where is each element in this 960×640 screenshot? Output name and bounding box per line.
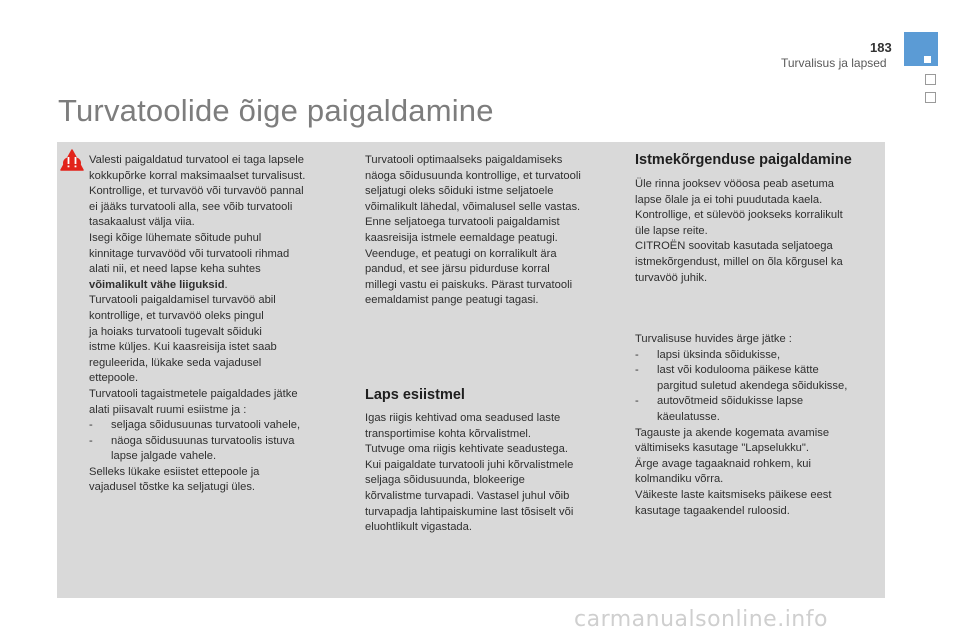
text-line: Väikeste laste kaitsmiseks päikese eest: [635, 488, 832, 501]
list-item-text: seljaga sõidusuunas turvatooli vahele,: [111, 419, 301, 432]
text-line: alati nii, et need lapse keha suhtes: [89, 263, 261, 276]
text-line: Turvatooli optimaalseks paigaldamiseks: [365, 154, 563, 166]
text-line: kolmandiku võrra.: [635, 473, 724, 486]
text-line: turvavöö juhik.: [635, 271, 708, 284]
list-item-text: näoga sõidusuunas turvatoolis istuva: [111, 434, 295, 447]
text-line: kinnitage turvavööd või turvatooli rihmad: [89, 247, 290, 260]
dash-mark: -: [89, 434, 93, 447]
laps-text: [365, 411, 615, 536]
text-line: Enne seljatoega turvatooli paigaldamist: [365, 216, 560, 229]
text-line: Kontrollige, et sülevöö jookseks korralikult: [635, 209, 843, 222]
text-line: seljatugi oleks sõiduki istme seljatoele: [365, 185, 554, 198]
text-line: Selleks lükake esiistet ettepoole ja: [89, 465, 260, 478]
headrest-text: [365, 153, 615, 309]
text-line: seljaga sõidusuunda, blokeerige: [365, 474, 525, 487]
list-item-text: autovõtmeid sõidukisse lapse: [657, 395, 804, 408]
text-line: Turvatooli paigaldamisel turvavöö abil: [89, 294, 276, 307]
dash-mark: -: [89, 419, 93, 432]
text-line: Turvalisuse huvides ärge jätke :: [635, 333, 792, 345]
text-line: Igas riigis kehtivad oma seadused laste: [365, 412, 561, 424]
list-item-continuation: pargitud suletud akendega sõidukisse,: [657, 379, 848, 392]
list-item: [635, 348, 885, 364]
text-line: Turvatooli tagaistmetele paigaldades jätke: [89, 387, 298, 400]
page-title: Turvatoolide õige paigaldamine: [58, 93, 494, 128]
list-item: [635, 394, 885, 410]
text-line: pandud, et see järsu pidurduse korral: [365, 263, 550, 276]
section-name: Turvalisus ja lapsed: [781, 56, 887, 70]
bold-suffix: .: [224, 278, 228, 291]
text-line: üle lapse reite.: [635, 224, 708, 237]
nav-square-icon[interactable]: [925, 92, 936, 103]
text-line: eemaldamist pange peatugi tagasi.: [365, 294, 539, 307]
safety-text: [635, 332, 885, 519]
text-line: Valesti paigaldatud turvatool ei taga lapsele: [89, 154, 304, 166]
text-line: Tutvuge oma riigis kehtivate seadustega.: [365, 443, 568, 456]
dash-mark: -: [635, 395, 639, 408]
text-line: näoga sõidusuunda kontrollige, et turvatooli: [365, 169, 581, 182]
text-line: kontrollige, et turvavöö oleks pingul: [89, 309, 264, 322]
text-line: alati piisavalt ruumi esiistme ja :: [89, 403, 247, 416]
booster-text: [635, 177, 885, 286]
text-line: kasutage tagaakendel ruloosid.: [635, 504, 790, 517]
text-line: lapse õlale ja ei tohi puudutada kaela.: [635, 193, 823, 206]
text-line: turvapadja lahtipaiskumine last tõsiselt või: [365, 505, 574, 518]
list-item-continuation: lapse jalgade vahele.: [111, 450, 217, 463]
list-item-text: last või koduloomа päikese kätte: [657, 364, 819, 377]
section-heading-laps: Laps esiistmel: [365, 387, 465, 403]
text-line: Üle rinna jooksev vööosa peab asetuma: [635, 178, 835, 190]
text-line: Veenduge, et peatugi on korralikult ära: [365, 247, 557, 260]
bold-line: [89, 278, 351, 294]
text-line: Tagauste ja akende kogemata avamise: [635, 426, 830, 439]
chapter-tab-dot: [924, 56, 931, 63]
list-item-text: lapsi üksinda sõidukisse,: [657, 348, 781, 361]
text-line: ei jääks turvatooli alla, see võib turvatooli: [89, 200, 293, 213]
text-line: istme küljes. Kui kaasreisija istet saab: [89, 341, 277, 354]
warning-text: [89, 153, 351, 496]
text-line: ettepoole.: [89, 372, 139, 385]
text-line: ja hoiaks turvatooli tugevalt sõiduki: [89, 325, 262, 338]
text-line: kokkupõrke korral maksimaalset turvalisust.: [89, 169, 306, 182]
text-line: transportimise kohta kõrvalistmel.: [365, 427, 532, 440]
text-line: millegi vastu ei paiskuks. Pärast turvatooli: [365, 278, 573, 291]
text-line: Kui paigaldate turvatooli juhi kõrvalistmele: [365, 458, 574, 471]
page-number: 183: [870, 40, 892, 55]
dash-mark: -: [635, 364, 639, 377]
section-heading-booster: Istmekõrgenduse paigaldamine: [635, 152, 852, 168]
text-line: Isegi kõige lühemate sõitude puhul: [89, 231, 262, 244]
text-line: tasakaalust välja viia.: [89, 216, 195, 229]
chapter-tab[interactable]: [904, 32, 938, 66]
text-line: vältimiseks kasutage "Lapselukku".: [635, 442, 809, 455]
text-line: CITROËN soovitab kasutada seljatoega: [635, 240, 833, 253]
bold-phrase: võimalikult vähe liiguksid: [89, 278, 225, 291]
text-line: eluohtlikult vigastada.: [365, 521, 472, 534]
text-line: Ärge avage tagaaknaid rohkem, kui: [635, 457, 812, 470]
list-item-continuation: käeulatusse.: [657, 410, 720, 423]
text-line: vajadusel tõstke ka seljatugi üles.: [89, 481, 256, 494]
text-line: kaasreisija istmele eemaldage peatugi.: [365, 231, 558, 244]
text-line: reguleerida, lükake seda vajadusel: [89, 356, 262, 369]
list-item: [89, 418, 351, 434]
list-item: [89, 434, 351, 450]
text-line: võimalikult lähedal, võimalusel selle vastas.: [365, 200, 581, 213]
watermark: carmanualsonline.info: [574, 607, 828, 632]
dash-mark: -: [635, 348, 639, 361]
warning-exclamation-icon: [60, 149, 84, 171]
text-line: Kontrollige, et turvavöö või turvavöö pannal: [89, 185, 304, 198]
list-item: [635, 363, 885, 379]
text-line: kõrvalistme turvapadi. Vastasel juhul võib: [365, 489, 570, 502]
nav-square-icon[interactable]: [925, 74, 936, 85]
text-line: istmekõrgendust, millel on õla kõrgusel ka: [635, 255, 843, 268]
